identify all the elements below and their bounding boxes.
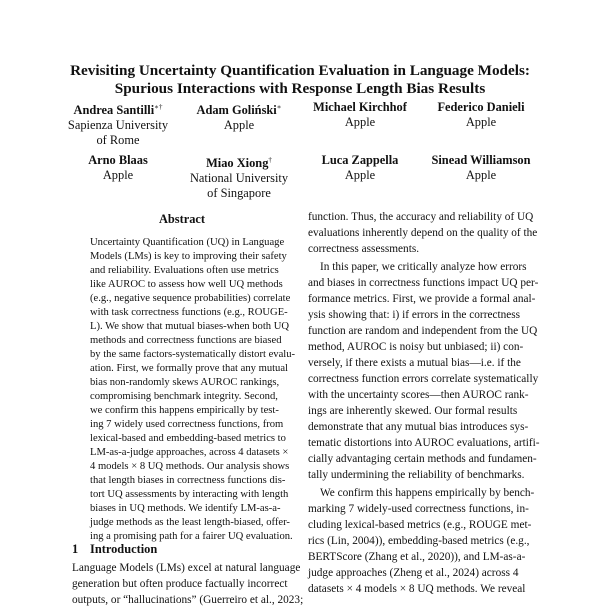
abstract-line: and reliability. Evaluations often use metrics <box>90 265 279 276</box>
body-line: We confirm this happens empirically by bench- <box>320 487 535 499</box>
author-affiliation: Apple <box>223 118 255 132</box>
author-name: Luca Zappella <box>321 153 399 167</box>
body-line: and biases in correctness functions impact UQ per- <box>308 277 539 289</box>
body-line: cially advantaging certain methods and fundamen- <box>308 453 537 465</box>
author-block <box>58 100 178 148</box>
abstract-line: lexical-based and embedding-based metrics to <box>90 433 286 444</box>
body-line: In this paper, we critically analyze how errors <box>320 261 527 273</box>
author-block <box>300 100 420 130</box>
author-name: Michael Kirchhof <box>313 100 407 114</box>
author-name: Arno Blaas <box>88 153 148 167</box>
author-affiliation: Sapienza University <box>67 118 169 132</box>
author-affiliation: Apple <box>344 168 376 182</box>
author-affiliation: Apple <box>102 168 134 182</box>
body-line: cluding lexical-based metrics (e.g., ROUGE met- <box>308 519 532 531</box>
abstract-line: methods and correctness functions are biased <box>90 335 282 346</box>
body-line: evaluations inherently depend on the quality of the <box>308 227 538 239</box>
intro-line: outputs, or “hallucinations” (Guerreiro et al., 2023; <box>72 594 304 606</box>
body-line: datasets × 4 models × 8 UQ methods. We reveal <box>308 583 526 595</box>
author-block <box>179 100 299 133</box>
body-line: tematic distortions into AUROC evaluations, artifi- <box>308 437 540 449</box>
paper-title-line-1: Revisiting Uncertainty Quantification Evaluation in Language Models: <box>70 62 530 79</box>
intro-line: Language Models (LMs) excel at natural language <box>72 562 301 574</box>
abstract-line: biases in UQ methods. We identify LM-as-a- <box>90 503 281 514</box>
body-line: ings are inherently skewed. Our formal results <box>308 405 518 417</box>
body-line: rics (Lin, 2004)), embedding-based metrics (e.g., <box>308 535 530 547</box>
body-line: with the uncertainty scores—then AUROC rank- <box>308 389 529 401</box>
body-line: function. Thus, the accuracy and reliability of UQ <box>308 211 534 223</box>
author-name: Adam Goliński∗ <box>196 103 282 117</box>
abstract-line: Models (LMs) is key to improving their safety <box>90 251 287 262</box>
author-affiliation: of Rome <box>96 133 140 147</box>
body-line: ysis showing that: i) if errors in the correctness <box>308 309 521 321</box>
abstract-line: we confirm this happens empirically by test- <box>90 405 279 416</box>
body-line: formance metrics. First, we provide a formal anal- <box>308 293 536 305</box>
author-block <box>58 153 178 183</box>
author-name: Sinead Williamson <box>431 153 531 167</box>
author-block <box>421 100 541 130</box>
abstract-line: that length biases in correctness functions dis- <box>90 475 286 486</box>
intro-line: generation but often produce factually incorrect <box>72 578 288 590</box>
abstract-line: LM-as-a-judge approaches, across 4 datasets × <box>90 447 289 458</box>
abstract-line: bias non-randomly skews AUROC rankings, <box>90 377 280 388</box>
author-affiliation: of Singapore <box>207 186 271 200</box>
abstract-line: ing a promising path for a fairer UQ evaluation. <box>90 531 293 542</box>
abstract-line: (e.g., negative sequence probabilities) correlate <box>90 293 291 304</box>
author-block <box>179 153 299 201</box>
abstract-heading: Abstract <box>158 212 206 226</box>
body-line: demonstrate that any mutual bias introduces sys- <box>308 421 529 433</box>
abstract-line: 4 models × 8 UQ methods. Our analysis shows <box>90 461 290 472</box>
author-affiliation: National University <box>189 171 289 185</box>
author-name: Miao Xiong† <box>206 156 272 170</box>
body-line: function are random and independent from the UQ <box>308 325 538 337</box>
abstract-line: tort UQ assessments by interacting with length <box>90 489 289 500</box>
section-title: Introduction <box>90 542 158 556</box>
body-line: versely, if there exists a mutual bias—i.e. if the <box>308 357 521 369</box>
author-affiliation: Apple <box>465 168 497 182</box>
body-line: judge approaches (Zheng et al., 2024) across 4 <box>308 567 519 579</box>
section-number: 1 <box>72 542 79 556</box>
author-block <box>300 153 420 183</box>
body-line: BERTScore (Zhang et al., 2020)), and LM-as-a- <box>308 551 526 563</box>
abstract-line: compromising benchmark integrity. Second, <box>90 391 278 402</box>
author-name: Federico Danieli <box>437 100 525 114</box>
author-affiliation: Apple <box>465 115 497 129</box>
paper-title-line-2: Spurious Interactions with Response Length Bias Results <box>114 80 486 97</box>
abstract-line: L). We show that mutual biases-when both UQ <box>90 321 290 332</box>
abstract-line: like AUROC to assess how well UQ methods <box>90 279 283 290</box>
body-line: correctness assessments. <box>308 243 420 255</box>
body-line: method, AUROC is noisy but unbiased; ii) con- <box>308 341 524 353</box>
abstract-line: by the same factors-systematically distort evalu- <box>90 349 296 360</box>
abstract-line: Uncertainty Quantification (UQ) in Language <box>90 237 285 248</box>
body-line: marking 7 widely-used correctness functions, in- <box>308 503 529 515</box>
author-block <box>421 153 541 183</box>
body-line: correctness function errors correlate systematically <box>308 373 539 385</box>
abstract-line: ing 7 widely used correctness functions, from <box>90 419 284 430</box>
abstract-line: judge methods as the least length-biased, offer- <box>90 517 290 528</box>
author-name: Andrea Santilli∗† <box>73 103 163 117</box>
author-affiliation: Apple <box>344 115 376 129</box>
body-line: tally undermining the reliability of benchmarks. <box>308 469 525 481</box>
section-heading <box>72 542 157 557</box>
abstract-line: with task correctness functions (e.g., ROUGE- <box>90 307 288 318</box>
abstract-line: ation. First, we formally prove that any mutual <box>90 363 289 374</box>
